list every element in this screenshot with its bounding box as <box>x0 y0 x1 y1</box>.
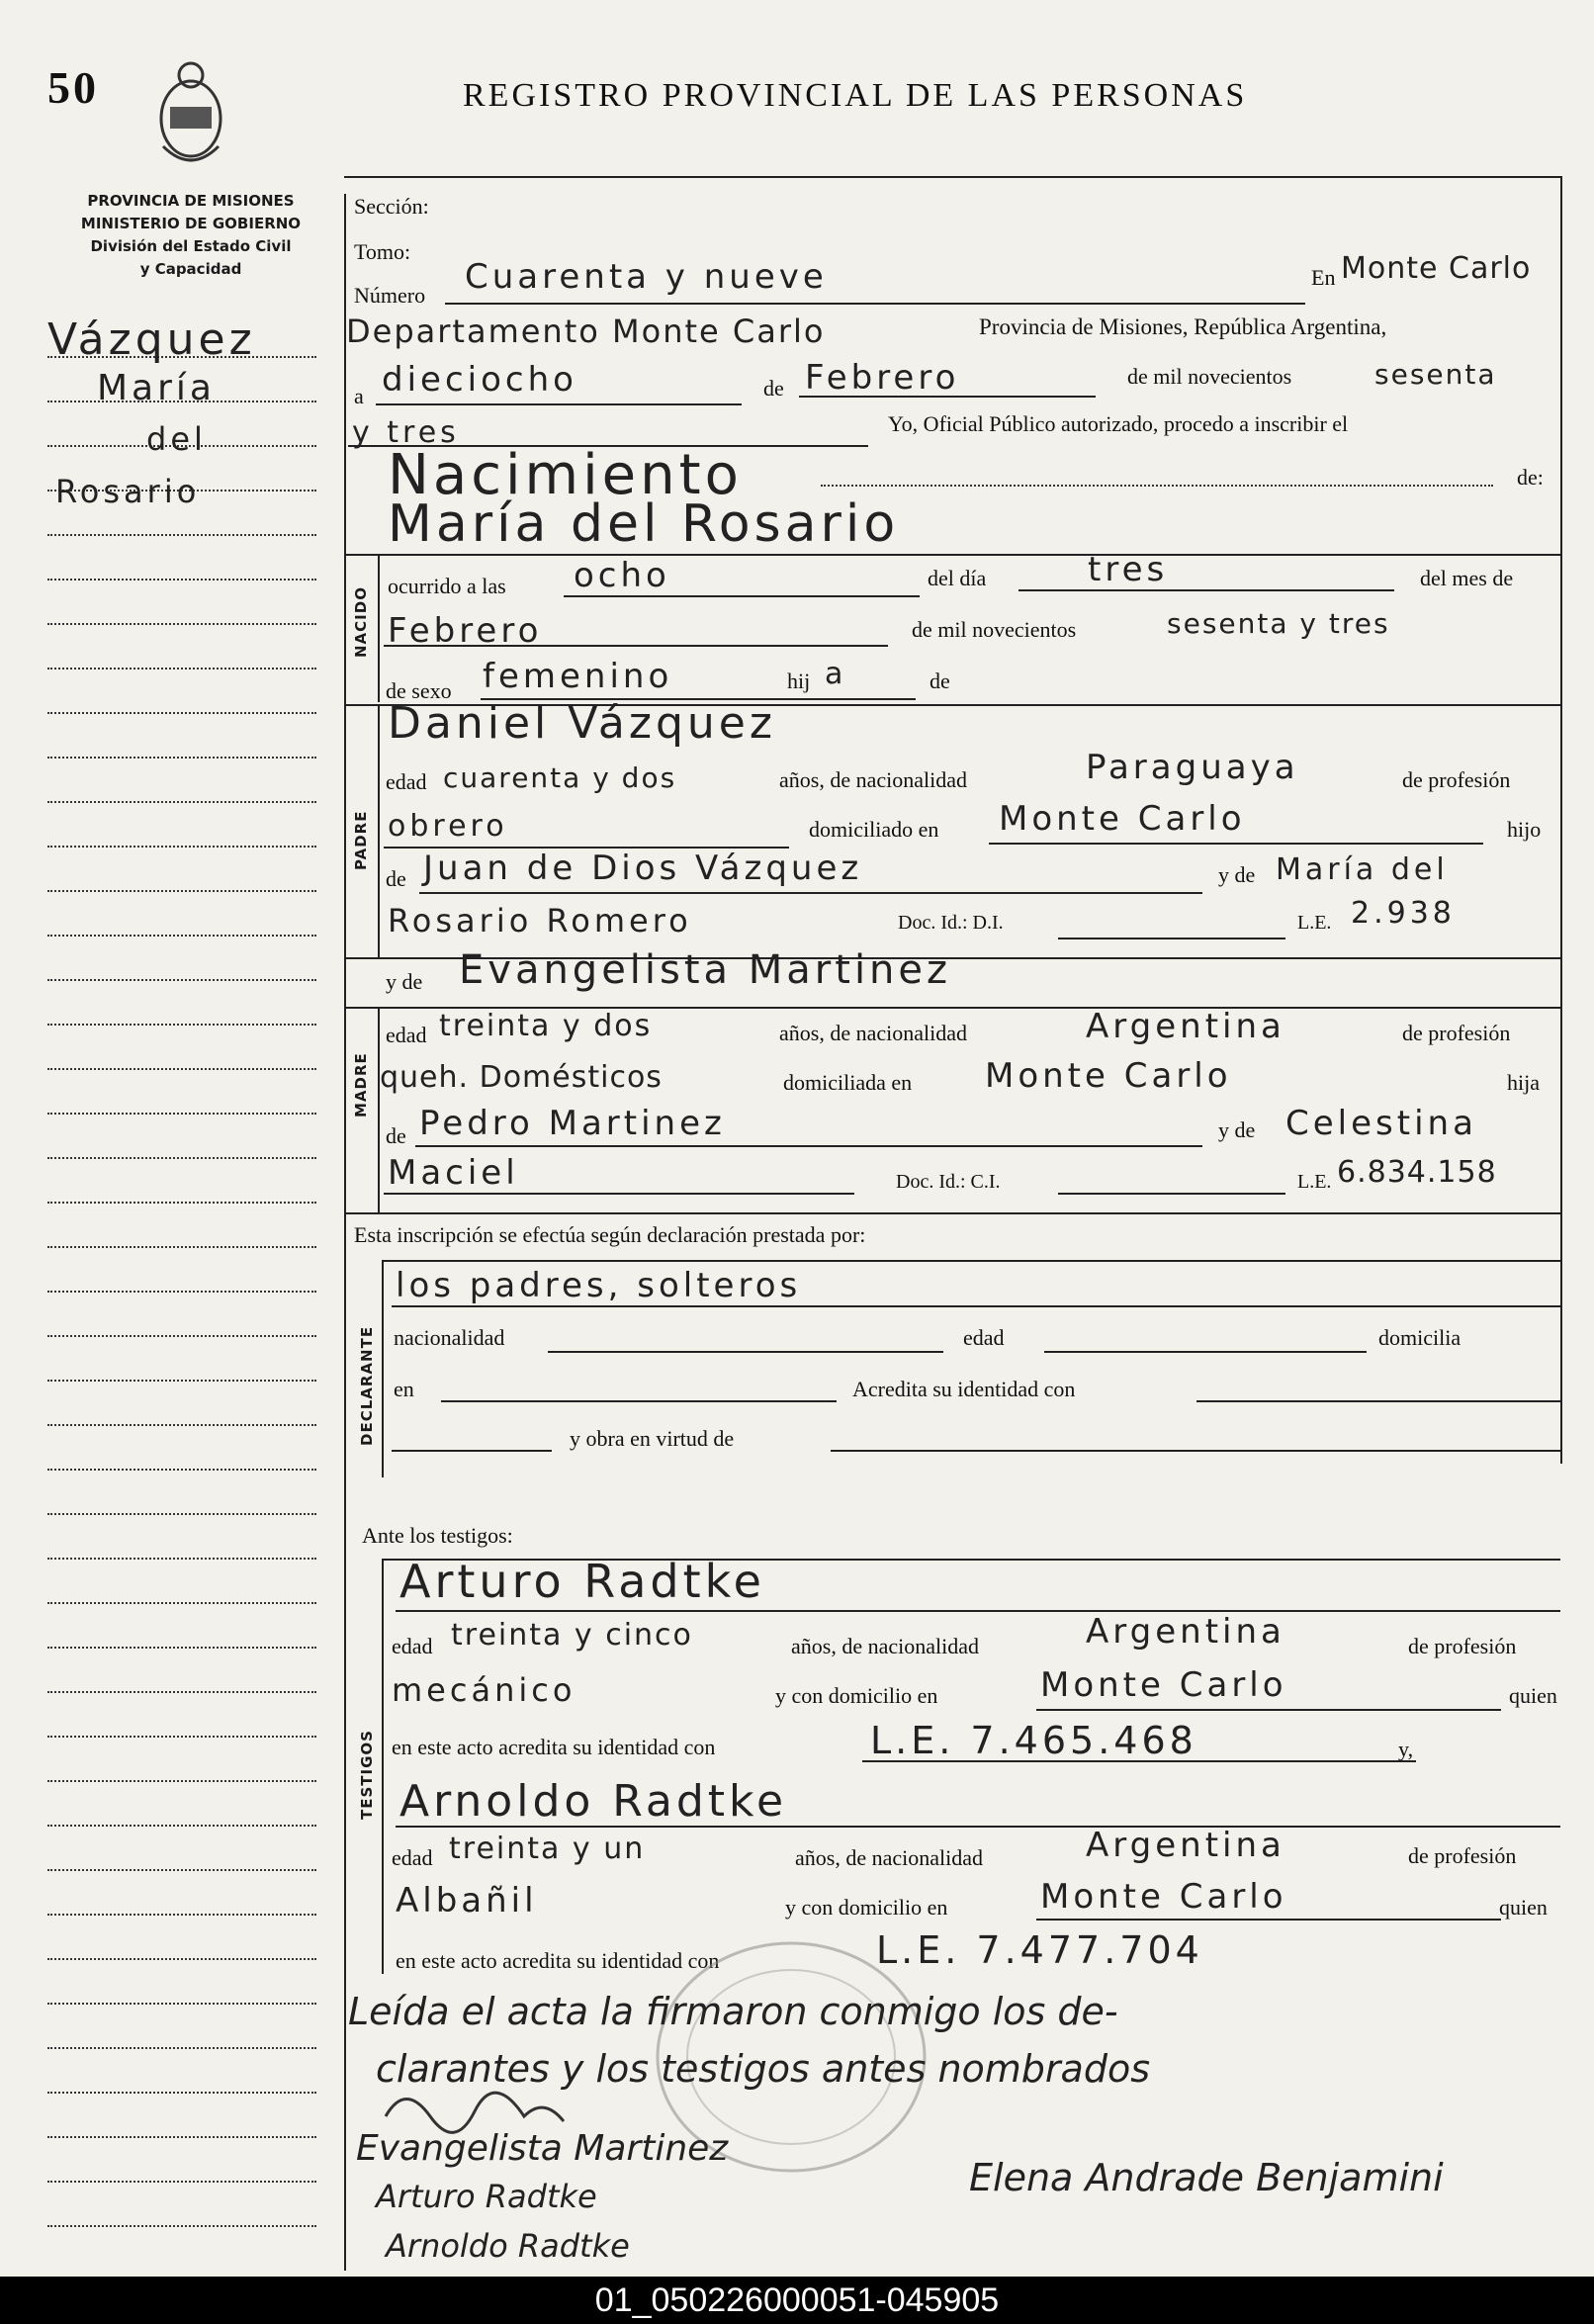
madre-profesion-label: de profesión <box>1402 1021 1511 1045</box>
section-declarante: DECLARANTE <box>358 1325 376 1446</box>
madre-edad-value: treinta y dos <box>439 1009 653 1043</box>
declarantes-value: los padres, solteros <box>396 1266 802 1305</box>
en-lugar-value: Monte Carlo <box>1341 251 1532 286</box>
t2-edad-label: edad <box>392 1845 433 1870</box>
margin-rule-line <box>47 2136 316 2138</box>
t1-acredita-label: en este acto acredita su identidad con <box>392 1735 716 1759</box>
signature-madre: Evangelista Martinez <box>356 2128 729 2169</box>
margin-rule-line <box>47 1691 316 1693</box>
madre-edad-label: edad <box>386 1023 427 1047</box>
margin-rule-line <box>47 2225 316 2227</box>
mes-nac-value: Febrero <box>388 611 543 651</box>
doc-id-d-label: Doc. Id.: D.I. <box>898 912 1004 934</box>
margin-name-3: Rosario <box>55 473 201 510</box>
y-de-label-3: y de <box>1218 1117 1256 1142</box>
padre-edad-value: cuarenta y dos <box>443 761 677 794</box>
t1-anos-label: años, de nacionalidad <box>791 1634 979 1658</box>
le-label-madre: L.E. <box>1297 1171 1332 1193</box>
margin-rule-line <box>47 1602 316 1604</box>
form-left-border <box>344 194 346 2271</box>
y-de-label: y de <box>1218 862 1256 887</box>
margin-rule-line <box>47 1513 316 1515</box>
form-top-border <box>344 176 1562 178</box>
edad-label-dec: edad <box>963 1325 1005 1350</box>
domiciliada-label: domiciliada en <box>783 1070 913 1095</box>
t2-dom-value: Monte Carlo <box>1040 1877 1287 1917</box>
document-title: REGISTRO PROVINCIAL DE LAS PERSONAS <box>463 77 1248 114</box>
margin-rule-line <box>47 1780 316 1782</box>
margin-rule-line <box>47 1914 316 1916</box>
section-testigos: TESTIGOS <box>358 1730 376 1820</box>
t2-prof-value: Albañil <box>396 1881 538 1921</box>
coat-of-arms-icon <box>148 57 233 174</box>
en-label-dec: en <box>394 1377 414 1401</box>
margin-rule-line <box>47 1157 316 1159</box>
t2-acredita-label: en este acto acredita su identidad con <box>396 1948 720 1973</box>
margin-surname: Vázquez <box>47 314 256 365</box>
margin-rule-line <box>47 1736 316 1738</box>
form-right-border <box>1560 178 1562 1464</box>
margin-rule-line <box>47 757 316 759</box>
seccion-label: Sección: <box>354 194 429 219</box>
sexo-value: femenino <box>483 657 673 696</box>
abuela-m2-value: Maciel <box>388 1153 519 1193</box>
y-comma-label: y, <box>1398 1737 1414 1761</box>
page-number: 50 <box>47 62 99 113</box>
padre-value: Daniel Vázquez <box>388 698 776 749</box>
abuela-p2-value: Rosario Romero <box>388 902 692 939</box>
signature-testigo2: Arnoldo Radtke <box>386 2227 630 2265</box>
mes-value: Febrero <box>805 358 960 398</box>
declaracion-label: Esta inscripción se efectúa según declaración prestada por: <box>354 1222 866 1247</box>
margin-rule-line <box>47 623 316 625</box>
margin-rule-line <box>47 1202 316 1204</box>
mil-novecientos-label: de mil novecientos <box>1127 364 1292 389</box>
obra-label: y obra en virtud de <box>570 1426 735 1451</box>
section-nacido: NACIDO <box>352 586 370 658</box>
closing-note-line-2: clarantes y los testigos antes nombrados <box>376 2047 1150 2091</box>
t2-nac-value: Argentina <box>1086 1826 1285 1865</box>
hija-label: hija <box>1507 1070 1540 1095</box>
document-code-bar: 01_050226000051-045905 <box>0 2277 1594 2324</box>
issuer-division-2: y Capacidad <box>139 260 242 278</box>
t1-doc-value: L.E. 7.465.468 <box>870 1719 1197 1762</box>
issuer-block <box>47 190 334 281</box>
t1-quien-label: quien <box>1509 1683 1557 1708</box>
padre-prof-value: obrero <box>388 809 508 844</box>
domiciliado-label: domiciliado en <box>809 817 939 842</box>
margin-rule-line <box>47 801 316 803</box>
t2-domicilio-label: y con domicilio en <box>785 1895 948 1920</box>
margin-rule-line <box>47 846 316 848</box>
madre-value: Evangelista Martinez <box>459 947 952 993</box>
margin-rule-line <box>47 1024 316 1026</box>
madre-dom-value: Monte Carlo <box>985 1056 1232 1096</box>
margin-rule-line <box>47 1113 316 1115</box>
margin-rule-line <box>47 1647 316 1649</box>
abuela-m1-value: Celestina <box>1285 1104 1477 1143</box>
margin-rule-line <box>47 1825 316 1827</box>
t1-nac-value: Argentina <box>1086 1612 1285 1652</box>
abuela-p1-value: María del <box>1276 852 1449 887</box>
de-mil-nov-label: de mil novecientos <box>912 617 1077 642</box>
numero-value: Cuarenta y nueve <box>465 257 828 297</box>
testigo1-value: Arturo Radtke <box>399 1555 765 1608</box>
hij-label: hij <box>787 669 811 693</box>
section-padre: PADRE <box>352 810 370 870</box>
en-label: En <box>1311 265 1336 290</box>
padre-profesion-label: de profesión <box>1402 767 1511 792</box>
abuelo-p-value: Juan de Dios Vázquez <box>423 849 863 888</box>
anio-value-1: sesenta <box>1374 358 1497 391</box>
issuer-ministry: MINISTERIO DE GOBIERNO <box>80 215 302 232</box>
margin-rule-line <box>47 534 316 536</box>
margin-rule-line <box>47 668 316 670</box>
dia-nac-value: tres <box>1088 550 1169 589</box>
sexo-label: de sexo <box>386 678 452 703</box>
t1-domicilio-label: y con domicilio en <box>775 1683 938 1708</box>
oficial-label: Yo, Oficial Público autorizado, procedo a inscribir el <box>888 411 1349 436</box>
margin-rule-line <box>47 2047 316 2049</box>
doc-id-c-label: Doc. Id.: C.I. <box>896 1171 1001 1193</box>
madre-le-value: 6.834.158 <box>1337 1155 1497 1190</box>
t1-edad-label: edad <box>392 1634 433 1658</box>
de-label-2: de <box>930 669 950 693</box>
margin-rule-line <box>47 2003 316 2005</box>
margin-rule-line <box>47 712 316 714</box>
anio-value-2: y tres <box>352 415 460 450</box>
margin-rule-line <box>47 1068 316 1070</box>
margin-rule-line <box>47 1335 316 1337</box>
del-mes-label: del mes de <box>1420 566 1514 590</box>
margin-rule-line <box>47 890 316 892</box>
margin-rule-line <box>47 1869 316 1871</box>
de-label-4: de <box>386 1123 406 1148</box>
hora-value: ocho <box>574 556 670 595</box>
section-madre: MADRE <box>352 1052 370 1117</box>
anio-nac-value: sesenta y tres <box>1167 607 1390 640</box>
t1-edad-value: treinta y cinco <box>451 1618 693 1653</box>
nacionalidad-label: nacionalidad <box>394 1325 505 1350</box>
de-label-3: de <box>386 866 406 891</box>
y-de-label-2: y de <box>386 969 423 994</box>
padre-dom-value: Monte Carlo <box>999 799 1246 839</box>
departamento-value: Departamento Monte Carlo <box>346 313 826 350</box>
dia-value: dieciocho <box>382 360 577 400</box>
margin-rule-line <box>47 1424 316 1426</box>
margin-name-1: María <box>97 368 216 408</box>
margin-rule-line <box>47 935 316 937</box>
t1-dom-value: Monte Carlo <box>1040 1665 1287 1705</box>
t2-edad-value: treinta y un <box>449 1832 646 1866</box>
margin-rule-line <box>47 1469 316 1471</box>
ocurrido-label: ocurrido a las <box>388 574 506 598</box>
del-dia-label: del día <box>928 566 987 590</box>
testigos-label: Ante los testigos: <box>362 1523 513 1548</box>
margin-rule-line <box>47 1380 316 1382</box>
signature-oficial: Elena Andrade Benjamini <box>969 2156 1444 2199</box>
margin-name-2: del <box>146 420 207 458</box>
margin-rule-line <box>47 2092 316 2094</box>
margin-rule-line <box>47 1291 316 1293</box>
hijo-label: hijo <box>1507 817 1542 842</box>
padre-edad-label: edad <box>386 769 427 794</box>
padre-nac-value: Paraguaya <box>1086 748 1299 787</box>
acto-value: Nacimiento <box>388 443 743 507</box>
le-label-padre: L.E. <box>1297 912 1332 934</box>
madre-anos-label: años, de nacionalidad <box>779 1021 967 1045</box>
testigo2-value: Arnoldo Radtke <box>399 1776 788 1827</box>
issuer-division: División del Estado Civil <box>90 237 292 255</box>
t1-prof-value: mecánico <box>392 1671 576 1709</box>
acredita-label: Acredita su identidad con <box>852 1377 1076 1401</box>
margin-rule-line <box>47 1958 316 1960</box>
paraph-icon <box>376 2077 574 2136</box>
t1-profesion-label: de profesión <box>1408 1634 1517 1658</box>
de-label-1: de <box>763 376 784 401</box>
margin-rule-line <box>47 1558 316 1560</box>
tomo-label: Tomo: <box>354 239 411 264</box>
t2-anos-label: años, de nacionalidad <box>795 1845 983 1870</box>
madre-nac-value: Argentina <box>1086 1007 1285 1046</box>
provincia-label: Provincia de Misiones, República Argentina, <box>979 314 1387 339</box>
domicilia-label: domicilia <box>1378 1325 1461 1350</box>
de-colon-label: de: <box>1517 465 1544 490</box>
hij-suffix: a <box>825 657 847 691</box>
t2-quien-label: quien <box>1499 1895 1548 1920</box>
margin-rule-line <box>47 1246 316 1248</box>
padre-anos-label: años, de nacionalidad <box>779 767 967 792</box>
numero-label: Número <box>354 283 426 308</box>
margin-rule-line <box>47 2181 316 2183</box>
margin-rule-line <box>47 979 316 981</box>
madre-prof-value: queh. Domésticos <box>380 1060 663 1095</box>
signature-testigo1: Arturo Radtke <box>376 2178 597 2215</box>
margin-rule-line <box>47 579 316 581</box>
t2-doc-value: L.E. 7.477.704 <box>876 1928 1203 1972</box>
padre-le-value: 2.938 <box>1351 896 1456 931</box>
t2-profesion-label: de profesión <box>1408 1843 1517 1868</box>
closing-note-line-1: Leída el acta la firmaron conmigo los de- <box>348 1990 1118 2033</box>
nombre-value: María del Rosario <box>388 494 900 554</box>
a-label: a <box>354 384 364 408</box>
issuer-province: PROVINCIA DE MISIONES <box>87 192 295 210</box>
abuelo-m-value: Pedro Martinez <box>419 1104 726 1143</box>
